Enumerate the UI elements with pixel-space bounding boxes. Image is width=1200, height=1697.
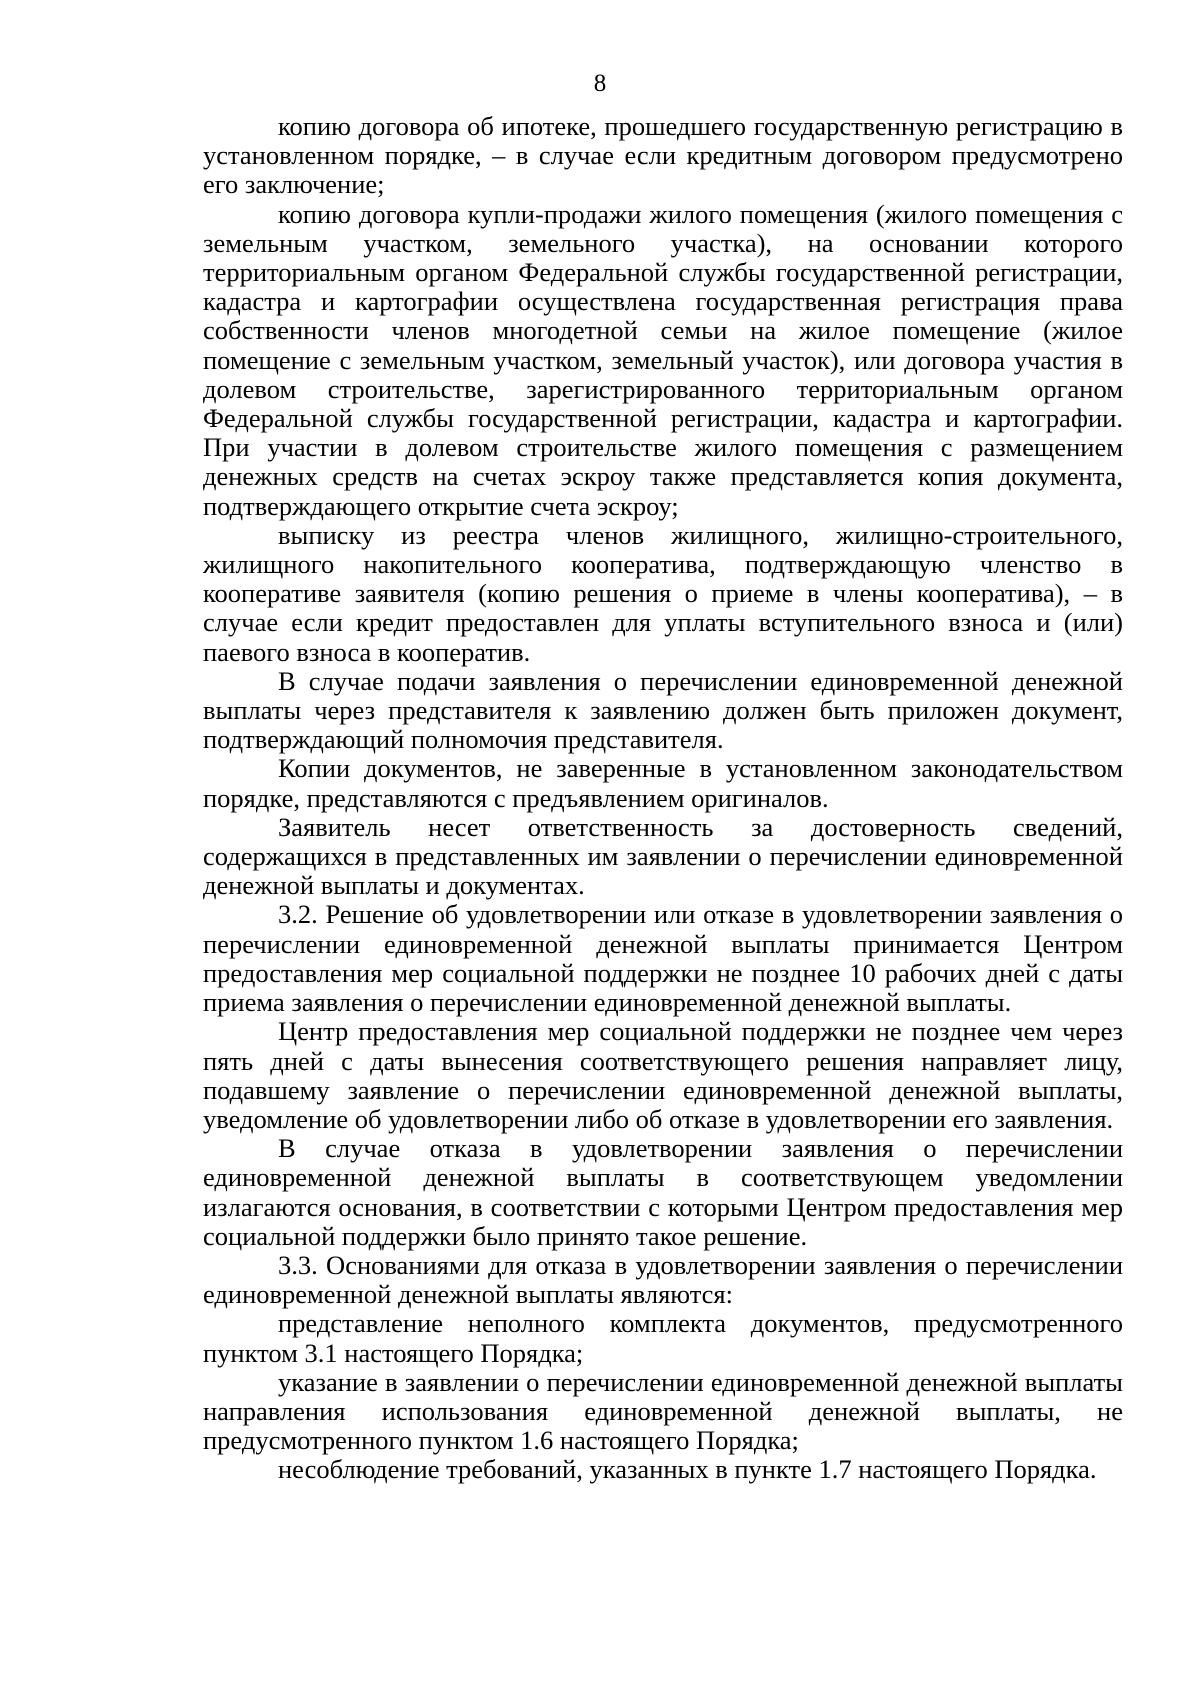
paragraph-section-3-3-refusal-grounds: 3.3. Основаниями для отказа в удовлетворении заявления о перечислении единовременной денежной выплаты являются: bbox=[203, 1249, 1123, 1310]
paragraph-applicant-responsibility: Заявитель несет ответственность за достоверность сведений, содержащихся в представленных им заявлении о перечислении единовременной денежной выплаты и документах. bbox=[203, 811, 1123, 901]
paragraph-notification: Центр предоставления мер социальной поддержки не позднее чем через пять дней с даты вынесения соответствующего решения направляет лицу, подавшему заявление о перечислении единовременной денежной выплаты, уведомление об удовлетворении либо об отказе в удовлетворении его заявления. bbox=[203, 1016, 1123, 1134]
paragraph-refusal-grounds-statement: В случае отказа в удовлетворении заявления о перечислении единовременной денежной выплаты в соответствующем уведомлении излагаются основания, в соответствии с которыми Центром предоставления мер социальной поддержки было принято такое решение. bbox=[203, 1133, 1123, 1251]
paragraph-representative-submission: В случае подачи заявления о перечислении единовременной денежной выплаты через представителя к заявлению должен быть приложен документ, подтверждающий полномочия представителя. bbox=[203, 665, 1123, 755]
paragraph-cooperative-registry-extract: выписку из реестра членов жилищного, жилищно-строительного, жилищного накопительного кооператива, подтверждающую членство в кооперативе заявителя (копию решения о приеме в члены кооператива), – в случае если кредит предоставлен для уплаты вступительного взноса и (или) паевого взноса в кооператив. bbox=[203, 519, 1123, 667]
document-body bbox=[203, 112, 1123, 1485]
paragraph-section-3-2-decision: 3.2. Решение об удовлетворении или отказе в удовлетворении заявления о перечислении единовременной денежной выплаты принимается Центром предоставления мер социальной поддержки не позднее 10 рабочих дней с даты приема заявления о перечислении единовременной денежной выплаты. bbox=[203, 899, 1123, 1018]
paragraph-mortgage-contract-copy: копию договора об ипотеке, прошедшего государственную регистрацию в установленном порядке, – в случае если кредитным договором предусмотрено его заключение; bbox=[203, 111, 1123, 200]
paragraph-requirements-noncompliance: несоблюдение требований, указанных в пункте 1.7 настоящего Порядка. bbox=[278, 1454, 1097, 1485]
page-number: 8 bbox=[593, 70, 607, 97]
paragraph-document-copies: Копии документов, не заверенные в установленном законодательством порядке, представляются с предъявлением оригиналов. bbox=[203, 753, 1123, 813]
paragraph-purchase-contract-copy: копию договора купли-продажи жилого помещения (жилого помещения с земельным участком, земельного участка), на основании которого территориальным органом Федеральной службы государственной регистрации, кадастра и картографии осуществлена государственная регистрация права собственности членов многодетной семьи на жилое помещение (жилое помещение с земельным участком, земельный участок), или договора участия в долевом строительстве, зарегистрированного территориальным органом Федеральной службы государственной регистрации, кадастра и картографии. При участии в долевом строительстве жилого помещения с размещением денежных средств на счетах эскроу также представляется копия документа, подтверждающего открытие счета эскроу; bbox=[203, 198, 1123, 521]
paragraph-incomplete-documents: представление неполного комплекта документов, предусмотренного пунктом 3.1 настоящего Порядка; bbox=[203, 1308, 1123, 1368]
paragraph-unapproved-usage: указание в заявлении о перечислении единовременной денежной выплаты направления использования единовременной денежной выплаты, не предусмотренного пунктом 1.6 настоящего Порядка; bbox=[203, 1366, 1123, 1456]
